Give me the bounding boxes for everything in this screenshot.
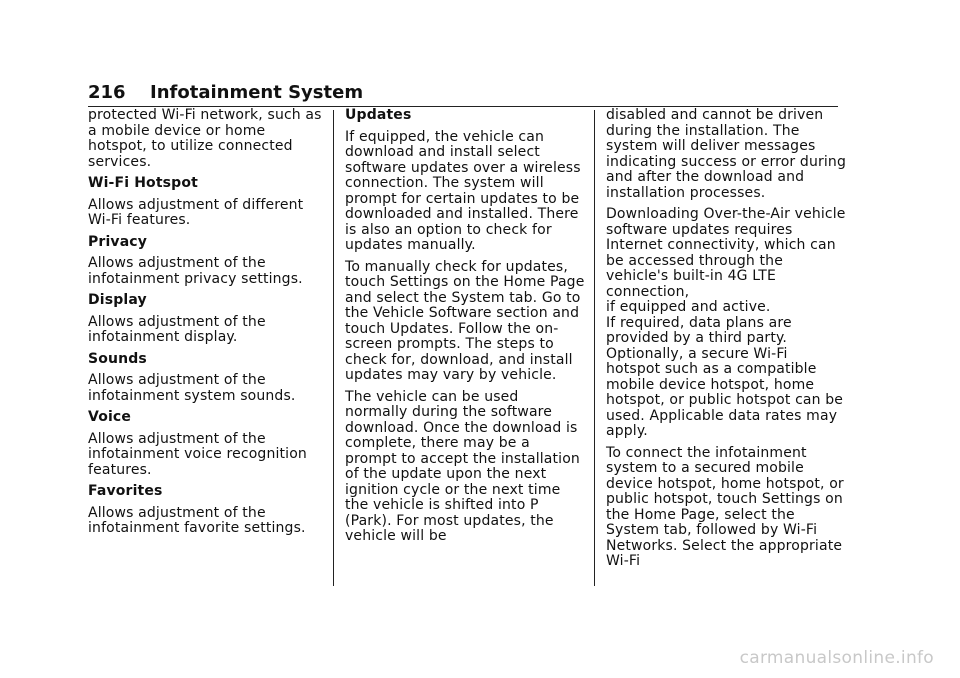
paragraph-continued: disabled and cannot be driven during the installation. The system will deliver messages indicating success or error during and after the download and installation processes. <box>606 107 846 201</box>
heading-updates: Updates <box>345 107 412 123</box>
column-divider-2 <box>594 110 595 586</box>
page-header <box>88 82 838 107</box>
column-divider-1 <box>333 110 334 586</box>
intro-paragraph: protected Wi-Fi network, such as a mobile device or home hotspot, to utilize connected services. <box>88 107 322 170</box>
paragraph-connect: To connect the infotainment system to a secured mobile device hotspot, home hotspot, or public hotspot, touch Settings on the Home Page, select the System tab, followed by Wi-Fi Networks. Select the appropriate Wi-Fi <box>606 444 844 569</box>
paragraph-updates-3: The vehicle can be used normally during the software download. Once the download is complete, there may be a prompt to accept the installation of the update upon the next ignition cycle or the next time the vehicle is shifted into P (Park). For most updates, the vehicle will be <box>345 388 580 544</box>
heading-display: Display <box>88 292 147 308</box>
text-privacy: Allows adjustment of the infotainment privacy settings. <box>88 255 303 287</box>
paragraph-ota-1: Downloading Over-the-Air vehicle software updates requires Internet connectivity, which can be accessed through the vehicle's built-in 4G LTE connection, <box>606 206 846 300</box>
text-sounds: Allows adjustment of the infotainment system sounds. <box>88 372 296 404</box>
text-voice: Allows adjustment of the infotainment voice recognition features. <box>88 430 307 478</box>
watermark: carmanualsonline.info <box>739 648 934 668</box>
text-wifi-hotspot: Allows adjustment of different Wi-Fi features. <box>88 196 304 228</box>
paragraph-ota-2: if equipped and active. <box>606 299 771 315</box>
text-display: Allows adjustment of the infotainment display. <box>88 313 266 345</box>
column-3 <box>606 108 846 576</box>
column-1 <box>88 108 324 543</box>
page-number: 216 <box>88 82 126 103</box>
heading-favorites: Favorites <box>88 483 163 499</box>
paragraph-updates-2: To manually check for updates, touch Settings on the Home Page and select the System tab. Go to the Vehicle Software section and touch Updates. Follow the on-screen prompts. The steps to check for, download, and install updates may vary by vehicle. <box>345 258 585 383</box>
paragraph-ota-3: If required, data plans are provided by a third party. Optionally, a secure Wi-Fi hotspot such as a compatible mobile device hotspot, home hotspot, or public hotspot can be used. Applicable data rates may apply. <box>606 314 844 439</box>
heading-sounds: Sounds <box>88 350 147 367</box>
heading-wifi-hotspot: Wi-Fi Hotspot <box>88 175 198 191</box>
text-favorites: Allows adjustment of the infotainment favorite settings. <box>88 504 306 536</box>
heading-privacy: Privacy <box>88 233 148 250</box>
heading-voice: Voice <box>88 409 132 425</box>
column-2 <box>345 108 585 551</box>
paragraph-updates-1: If equipped, the vehicle can download and install select software updates over a wireless connection. The system will prompt for certain updates to be downloaded and installed. There is also an option to check for updates manually. <box>345 128 581 253</box>
section-title: Infotainment System <box>150 82 364 103</box>
